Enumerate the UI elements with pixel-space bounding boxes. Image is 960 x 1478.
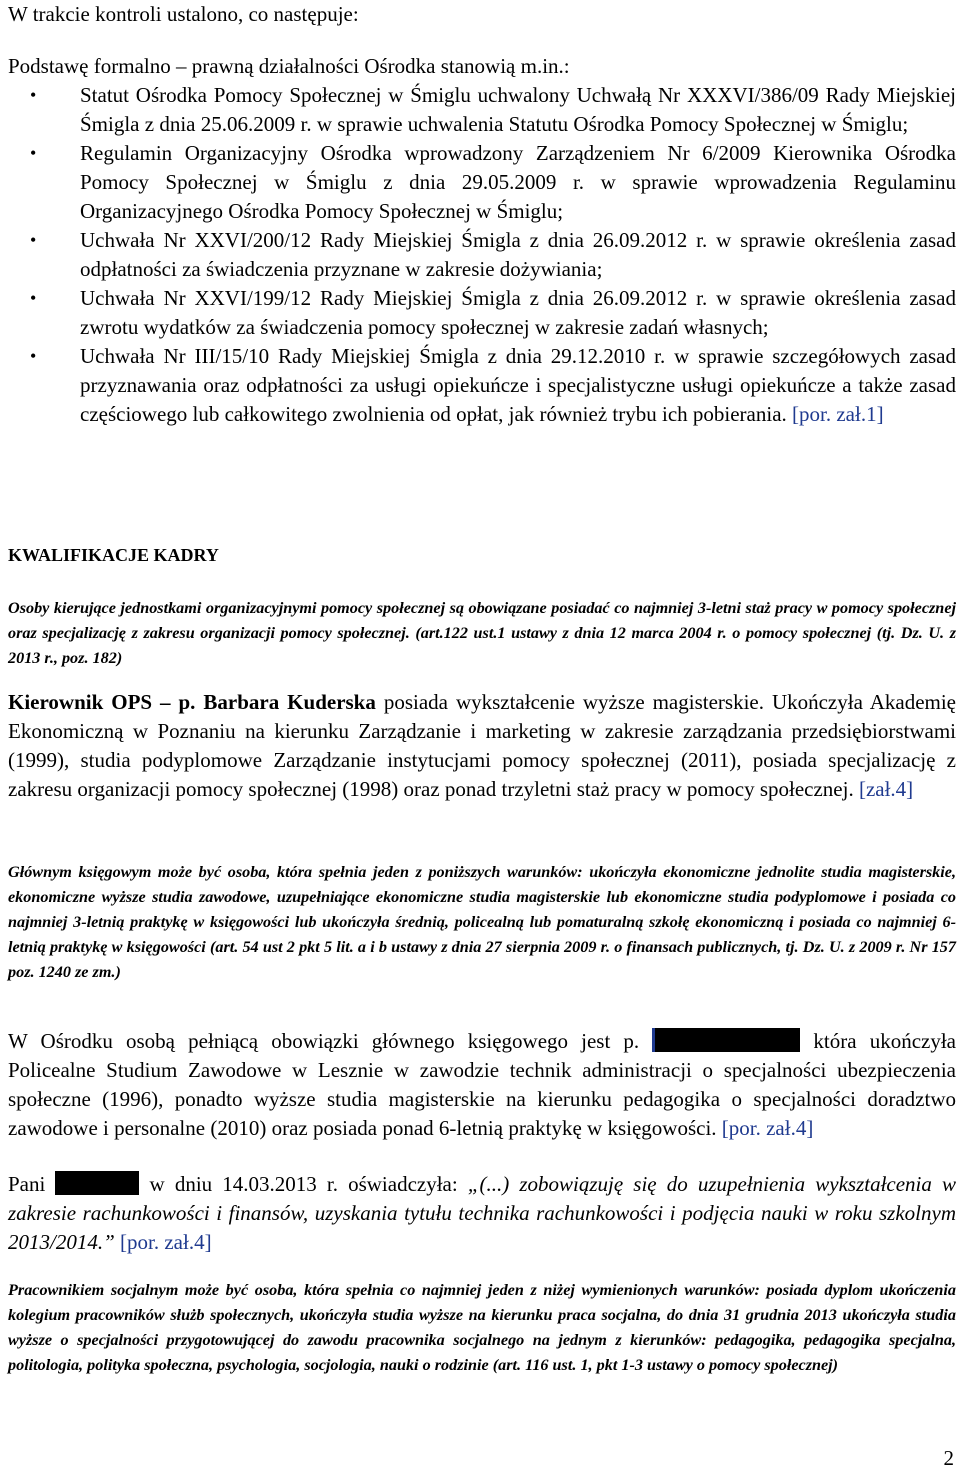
- legal-basis-heading: Podstawę formalno – prawną działalności Ośrodka stanowią m.in.:: [8, 54, 570, 78]
- manager-name: Kierownik OPS – p. Barbara Kuderska: [8, 690, 376, 714]
- section-heading: KWALIFIKACJE KADRY: [8, 545, 219, 565]
- list-item: • Regulamin Organizacyjny Ośrodka wprowadzony Zarządzeniem Nr 6/2009 Kierownika Ośrodka Pomocy Społecznej w Śmiglu z dnia 29.05.2009 r. w sprawie wprowadzenia Regulaminu Organizacyjnego Ośrodka Pomocy Społecznej w Śmiglu;: [30, 141, 956, 223]
- bullet-icon: •: [30, 346, 37, 366]
- list-item: • Statut Ośrodka Pomocy Społecznej w Śmiglu uchwalony Uchwałą Nr XXXVI/386/09 Rady Miejskiej Śmigla z dnia 25.06.2009 r. w sprawie uchwalenia Statutu Ośrodka Pomocy Społecznej w Śmiglu;: [30, 83, 956, 136]
- annex-reference: [por. zał.4]: [120, 1230, 212, 1254]
- legal-note-accountant: Głównym księgowym może być osoba, która spełnia jeden z poniższych warunków: ukończyła ekonomiczne jednolite studia magisterskie, ekonomiczne wyższe studia zawodowe, uzupełniające ekonomiczne studia magisterskie lub ekonomiczne studia podyplomowe i posiada co najmniej 3-letnią praktykę w księgowości lub ukończyła średnią, policealną lub pomaturalną szkołę ekonomiczną i posiada co najmniej 6-letnią praktykę w księgowości (art. 54 ust 2 pkt 5 lit. a i b ustawy z dnia 27 sierpnia 2009 r. o finansach publicznych, tj. Dz. U. z 2009 r. Nr 157 poz. 1240 ze zm.): [8, 863, 956, 981]
- bullet-icon: •: [30, 230, 37, 250]
- redacted-name: [652, 1028, 800, 1052]
- redacted-name: [55, 1171, 139, 1195]
- list-item: • Uchwała Nr XXVI/200/12 Rady Miejskiej Śmigla z dnia 26.09.2012 r. w sprawie określenia zasad odpłatności za świadczenia przyznane w zakresie dożywiania;: [30, 228, 956, 281]
- page-number: 2: [943, 1446, 954, 1470]
- declaration-quote: „(...) zobowiązuję się do uzupełnienia wykształcenia w zakresie rachunkowości i finansów, uzyskania tytułu technika rachunkowości i podjęcia nauki w roku szkolnym 2013/2014.”: [8, 1172, 957, 1254]
- legal-note-managers: Osoby kierujące jednostkami organizacyjnymi pomocy społecznej są obowiązane posiadać co najmniej 3-letni staż pracy w pomocy społecznej oraz specjalizację z zakresu organizacji pomocy społecznej. (art.122 ust.1 ustawy z dnia 12 marca 2004 r. o pomocy społecznej (tj. Dz. U. z 2013 r., poz. 182): [8, 599, 956, 667]
- list-item: • Uchwała Nr XXVI/199/12 Rady Miejskiej Śmigla z dnia 26.09.2012 r. w sprawie określenia zasad zwrotu wydatków za świadczenia pomocy społecznej w zakresie zadań własnych;: [30, 286, 956, 339]
- legal-note-social-workers: Pracownikiem socjalnym może być osoba, która spełnia co najmniej jeden z niżej wymienionych warunków: posiada dyplom ukończenia kolegium pracowników służb społecznych, ukończyła studia wyższe na kierunku praca socjalna, do dnia 31 grudnia 2013 ukończyła studia wyższe o specjalności przygotowującej do zawodu pracownika socjalnego na jednym z kierunków: pedagogika, pedagogika specjalna, politologia, polityka społeczna, psychologia, socjologia, nauki o rodzinie (art. 116 ust. 1, pkt 1-3 ustawy o pomocy społecznej): [8, 1281, 956, 1374]
- statutes-list: [8, 81, 956, 429]
- bullet-icon: •: [30, 143, 37, 163]
- list-item: • Uchwała Nr III/15/10 Rady Miejskiej Śmigla z dnia 29.12.2010 r. w sprawie szczegółowych zasad przyznawania oraz odpłatności za usługi opiekuńcze i specjalistyczne usługi opiekuńcze a także zasad częściowego lub całkowitego zwolnienia od opłat, jak również trybu ich pobierania. [por. zał.1]: [30, 344, 956, 426]
- annex-reference: [por. zał.4]: [721, 1116, 814, 1140]
- accountant-paragraph: W Ośrodku osobą pełniącą obowiązki głównego księgowego jest p. która ukończyła Policealne Studium Zawodowe w Lesznie w zawodzie technik administracji o specjalności ubezpieczenia społeczne (1996), ponadto wyższe studia magisterskie na kierunku pedagogika o specjalności doradztwo zawodowe i personalne (2010) oraz posiada ponad 6-letnią praktykę w księgowości. [por. zał.4]: [8, 1029, 956, 1140]
- annex-reference: [por. zał.1]: [792, 402, 884, 426]
- bullet-icon: •: [30, 288, 37, 308]
- declaration-paragraph: Pani w dniu 14.03.2013 r. oświadczyła: „(...) zobowiązuję się do uzupełnienia wykształcenia w zakresie rachunkowości i finansów, uzyskania tytułu technika rachunkowości i podjęcia nauki w roku szkolnym 2013/2014.” [por. zał.4]: [8, 1172, 957, 1254]
- bullet-icon: •: [30, 85, 37, 105]
- intro-paragraph: W trakcie kontroli ustalono, co następuje:: [8, 2, 359, 26]
- manager-paragraph: Kierownik OPS – p. Barbara Kuderska posiada wykształcenie wyższe magisterskie. Ukończyła Akademię Ekonomiczną w Poznaniu na kierunku Zarządzanie i marketing w zakresie zarządzania przedsiębiorstwami (1999), studia podyplomowe Zarządzanie instytucjami pomocy społecznej (2011), posiada specjalizację z zakresu organizacji pomocy społecznej (1998) oraz ponad trzyletni staż pracy w pomocy społecznej. [zał.4]: [8, 690, 957, 801]
- annex-reference: [zał.4]: [858, 777, 914, 801]
